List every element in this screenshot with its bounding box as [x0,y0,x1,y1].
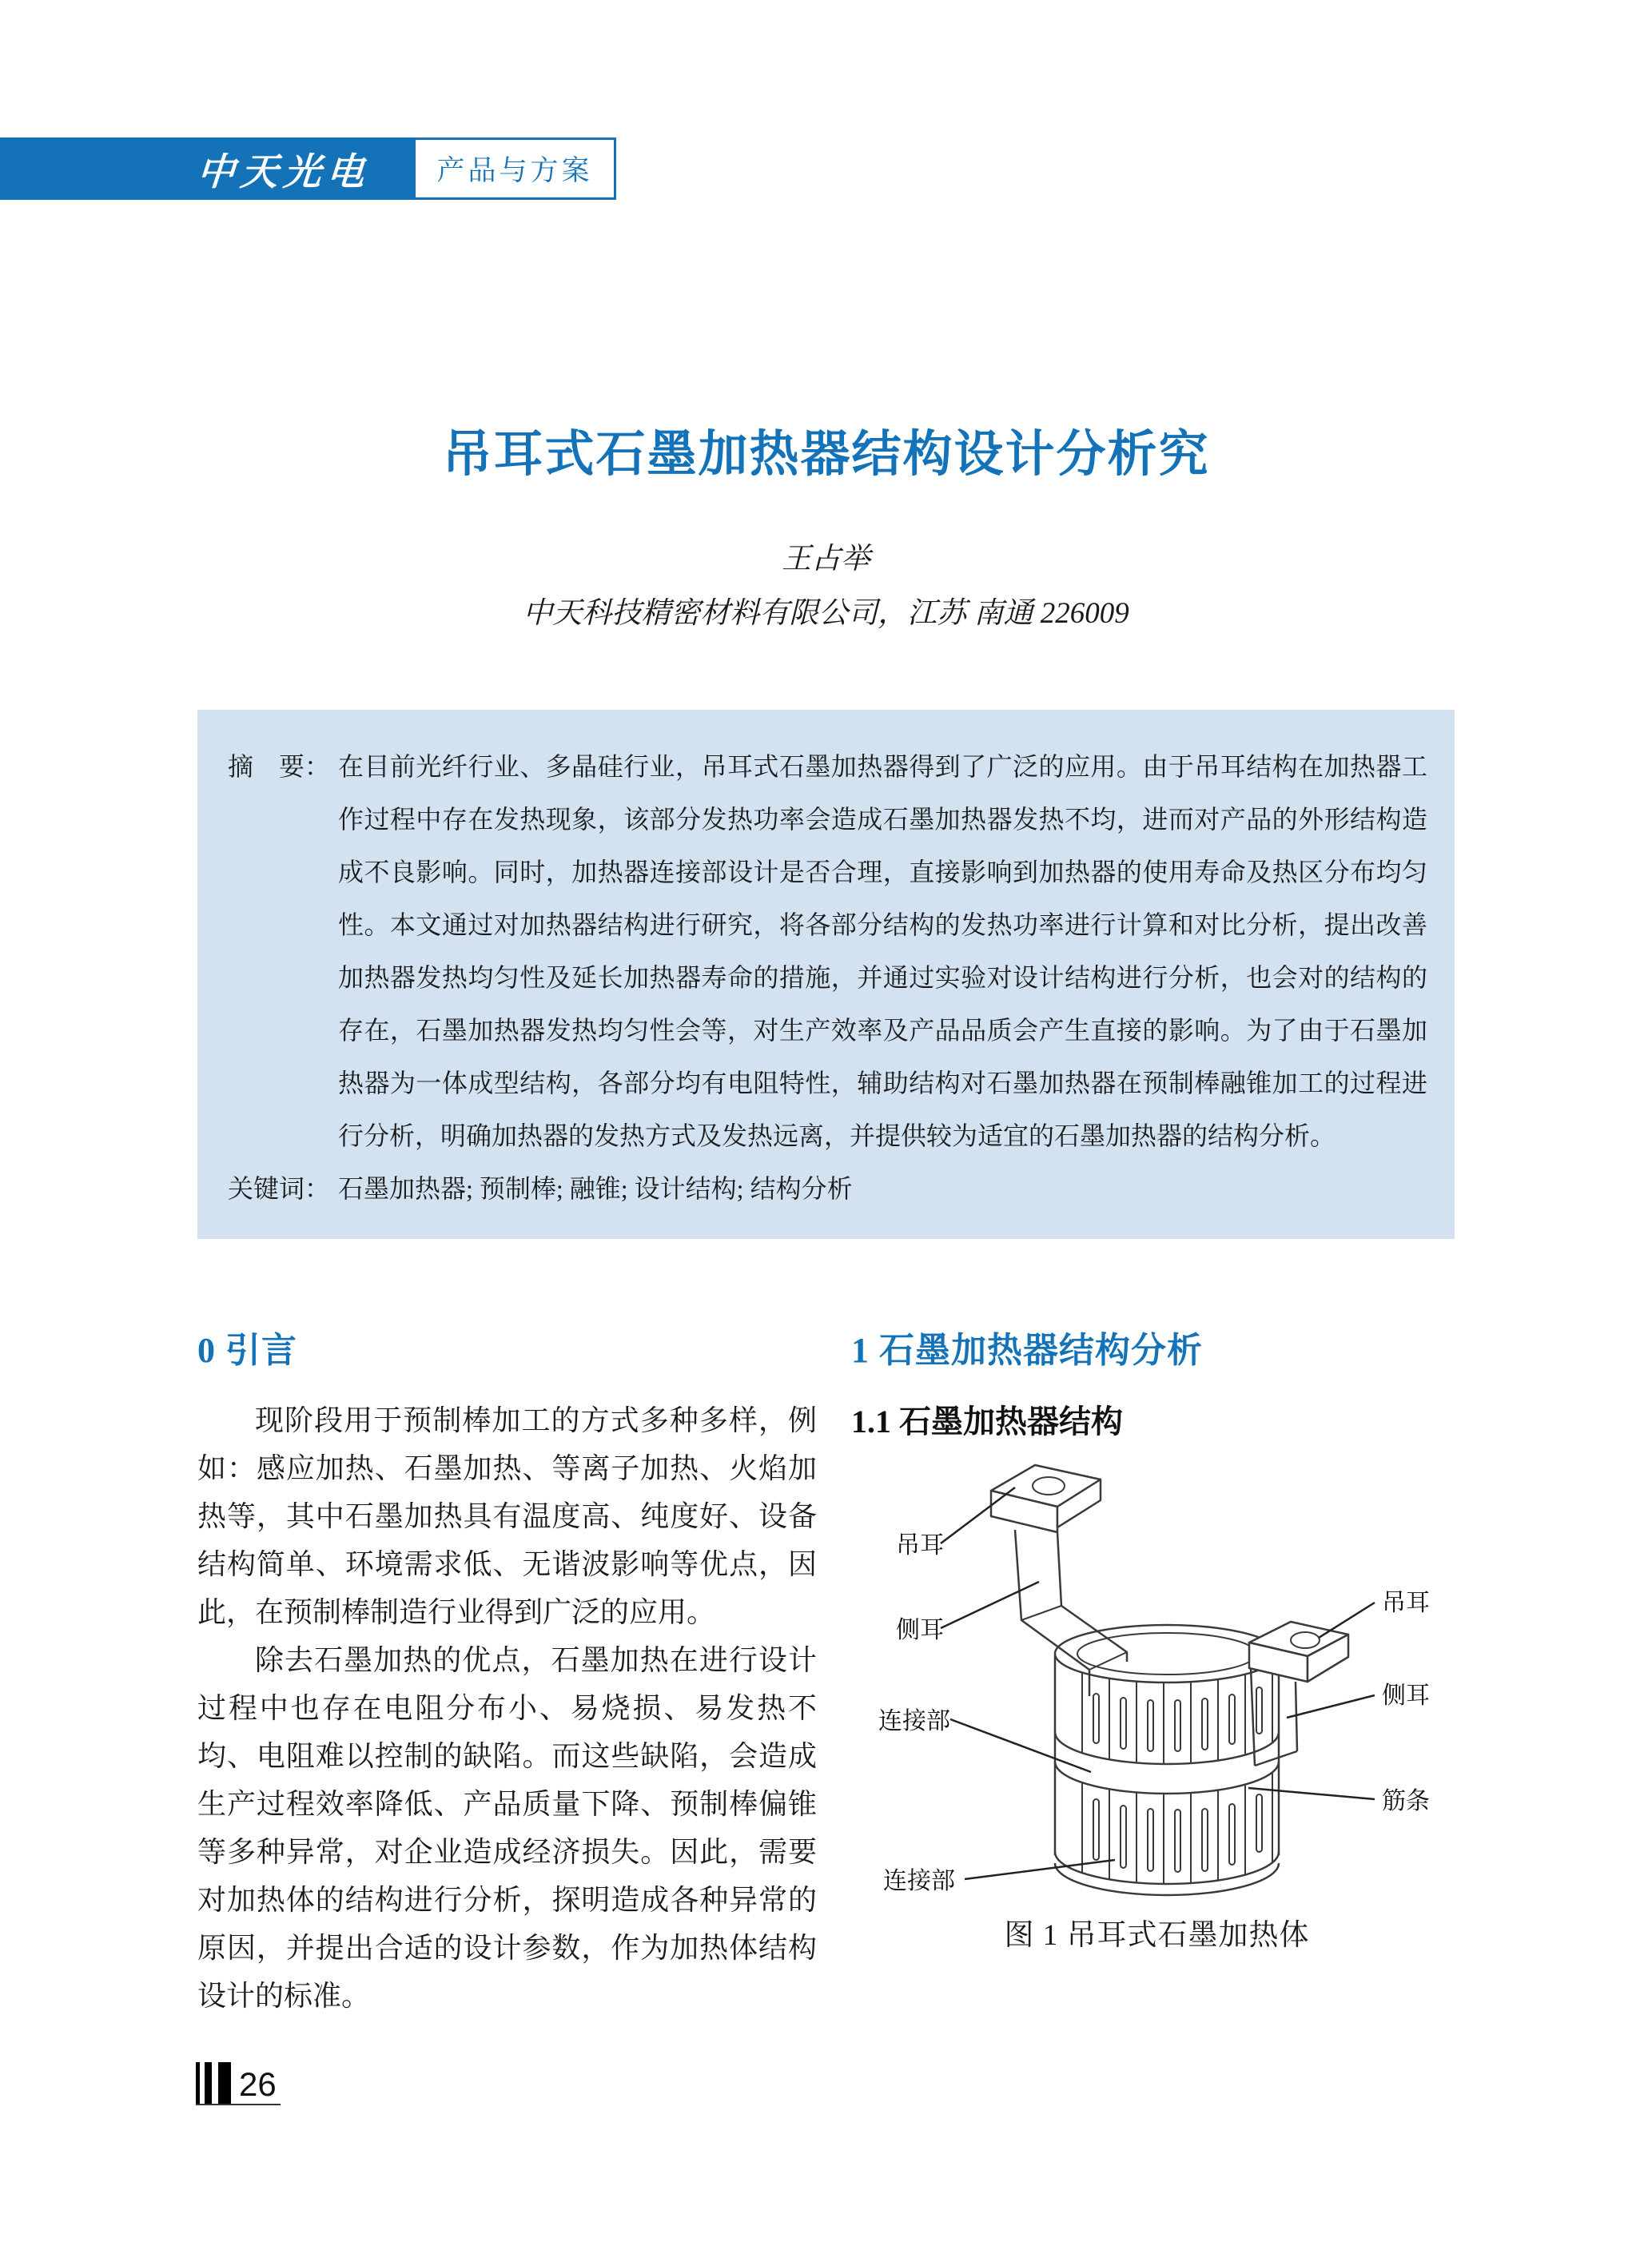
article-affiliation: 中天科技精密材料有限公司，江苏 南通 226009 [523,597,1129,630]
heater-right-strap [1249,1622,1348,1766]
label-conn-bottom: 连接部 [883,1868,955,1894]
section-heading-intro: 0 引言 [197,1331,297,1370]
label-conn-mid: 连接部 [878,1708,950,1734]
leader-rib-right [1248,1788,1375,1799]
footer-rule [196,2104,281,2105]
column-tab: 产品与方案 [413,137,616,200]
figure-heater-drawing [851,1454,1463,1906]
abstract-text: 在目前光纤行业、多晶硅行业，吊耳式石墨加热器得到了广泛的应用。由于吊耳结构在加热器工作过程中存在发热现象，该部分发热功率会造成石墨加热器发热不均，进而对产品的外形结构造成不良影响。同时，加热器连接部设计是否合理，直接影响到加热器的使用寿命及热区分布均匀性。本文通过对加热器结构进行研究，将各部分结构的发热功率进行计算和对比分析，提出改善加热器发热均匀性及延长加热器寿命的措施，并通过实验对设计结构进行分析，也会对的结构的存在，石墨加热器发热均匀性会等，对生产效率及产品品质会产生直接的影响。为了由于石墨加热器为一体成型结构，各部分均有电阻特性，辅助结构对石墨加热器在预制棒融锥加工的过程进行分析，明确加热器的发热方式及发热远离，并提供较为适宜的石墨加热器的结构分析。 [338,752,1427,1150]
marker-bar-thin [196,2062,200,2104]
figure-caption: 图 1 吊耳式石墨加热体 [1004,1919,1310,1952]
label-side-right: 侧耳 [1382,1682,1430,1709]
label-lug-left: 吊耳 [896,1532,944,1559]
subsection-heading: 1.1 石墨加热器结构 [851,1404,1123,1440]
article-author: 王占举 [782,543,870,575]
leader-conn-mid [950,1719,1091,1772]
abstract-label: 摘 要： [228,752,331,781]
section-heading-analysis: 1 石墨加热器结构分析 [851,1331,1203,1370]
keywords-text: 石墨加热器; 预制棒; 融锥; 设计结构; 结构分析 [338,1174,853,1203]
brand-logo: 中天光电 [195,149,372,194]
masthead-blue-bar [0,137,413,200]
label-lug-right: 吊耳 [1382,1590,1430,1616]
abstract-row [228,740,1427,1162]
page-number: 26 [239,2065,277,2103]
column-left [197,1328,817,2020]
column-right [851,1328,1463,1953]
masthead [0,137,1652,200]
keywords-label: 关键词： [228,1174,331,1203]
leader-side-right [1287,1695,1375,1718]
page-marker-bars [196,2062,231,2104]
intro-paragraph-1: 现阶段用于预制棒加工的方式多种多样，例如：感应加热、石墨加热、等离子加热、火焰加热等，其中石墨加热具有温度高、纯度好、设备结构简单、环境需求低、无谐波影响等优点，因此，在预制棒制造行业得到广泛的应用。 [197,1404,817,1628]
marker-bar-thick [218,2062,231,2104]
leader-lug-right [1319,1603,1375,1638]
label-rib-right: 筋条 [1382,1788,1430,1814]
marker-bar-medium [205,2062,212,2104]
heater-cage [1055,1625,1279,1895]
article-title: 吊耳式石墨加热器结构设计分析究 [442,428,1210,482]
abstract-box [197,710,1455,1239]
label-side-left: 侧耳 [896,1617,944,1643]
intro-paragraph-2: 除去石墨加热的优点，石墨加热在进行设计过程中也存在电阻分布小、易烧损、易发热不均、电阻难以控制的缺陷。而这些缺陷，会造成生产过程效率降低、产品质量下降、预制棒偏锥等多种异常，对企业造成经济损失。因此，需要对加热体的结构进行分析，探明造成各种异常的原因，并提出合适的设计参数，作为加热体结构设计的标准。 [197,1644,817,2012]
keywords-row [228,1162,1427,1215]
